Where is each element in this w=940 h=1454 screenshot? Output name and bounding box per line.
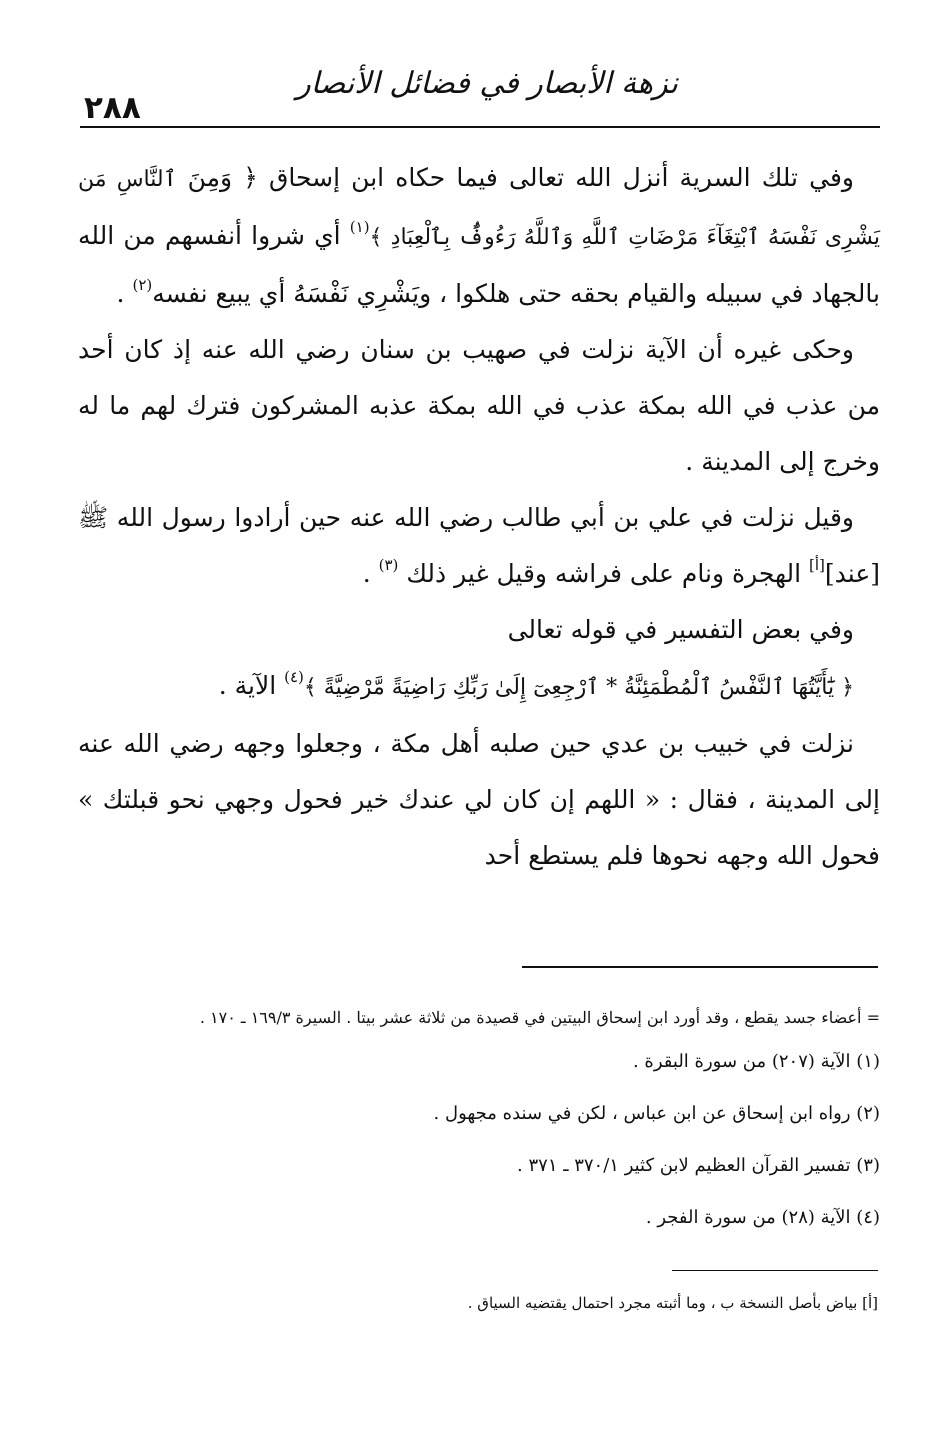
footnote-1: (١) الآية (٢٠٧) من سورة البقرة . (632, 1051, 880, 1072)
main-text (78, 150, 880, 884)
paragraph-2: وحكى غيره أن الآية نزلت في صهيب بن سنان رضي الله عنه إذ كان أحد من عذب في الله بمكة عذب في الله بمكة عذبه المشركون فترك لهم ما له وخرج إلى المدينة . (78, 335, 880, 476)
paragraph-1-end: . (116, 279, 133, 308)
editor-note-divider (672, 1270, 878, 1271)
footnote-2: (٢) رواه ابن إسحاق عن ابن عباس ، لكن في سنده مجهول . (433, 1103, 880, 1124)
footnote-ref-1[interactable]: (١) (349, 218, 370, 236)
footnote-ref-2[interactable]: (٢) (132, 276, 153, 294)
paragraph-1-line-1: وفي تلك السرية أنزل الله تعالى فيما حكاه ابن إسحاق ﴿ وَمِنَ (187, 163, 854, 192)
paragraph-3-line-2: الهجرة ونام على فراشه وقيل غير ذلك (398, 559, 810, 588)
footnote-ref-4[interactable]: (٤) (284, 668, 304, 686)
footnotes (78, 1000, 880, 1244)
paragraph-3 (78, 490, 880, 602)
editor-note-ref[interactable]: [أ] (809, 556, 825, 574)
paragraph-3-end: . (362, 559, 379, 588)
quran-verse-2: ﴿ يَٰٓأَيَّتُهَا ٱلنَّفْسُ ٱلْمُطْمَئِنَّةُ * ٱرْجِعِىٓ إِلَىٰ رَبِّكِ رَاضِيَةً مَّرْضِيَّةً ﴾ (303, 675, 854, 700)
paragraph-1-line-4: ويَشْرِي نَفْسَهُ أي يبيع نفسه (152, 279, 432, 308)
editor-note: [أ] بياض بأصل النسخة ب ، وما أثبته مجرد احتمال يقتضيه السياق . (467, 1294, 878, 1312)
footnote-4: (٤) الآية (٢٨) من سورة الفجر . (645, 1207, 880, 1228)
footnote-continuation: = أعضاء جسد يقطع ، وقد أورد ابن إسحاق البيتين في قصيدة من ثلاثة عشر بيتا . السيرة ١٦٩/٣ ـ ١٧٠ . (199, 1008, 880, 1027)
page-number: ٢٨٨ (84, 90, 141, 126)
page-header (78, 66, 878, 126)
header-divider (80, 126, 880, 128)
paragraph-5-end: الآية . (218, 671, 285, 700)
footnote-ref-3[interactable]: (٣) (378, 556, 399, 574)
paragraph-4: وفي بعض التفسير في قوله تعالى (507, 615, 854, 644)
running-title: نزهة الأبصار في فضائل الأنصار (296, 66, 678, 101)
paragraph-5 (78, 658, 880, 716)
editorial-insertion: [عند] (824, 559, 880, 588)
paragraph-3-line-1: وقيل نزلت في علي بن أبي طالب رضي الله عنه حين أرادوا رسول الله ﷺ (78, 503, 854, 532)
paragraph-1-line-3: أي شروا أنفسهم من الله بالجهاد في سبيله والقيام بحقه حتى هلكوا ، (78, 221, 880, 308)
paragraph-1 (78, 150, 880, 322)
quran-verse-1: ٱلنَّاسِ مَن يَشْرِى نَفْسَهُ ٱبْتِغَآءَ مَرْضَاتِ ٱللَّهِ وَٱللَّهُ رَءُوفٌۢ بِٱلْعِبَادِ ﴾ (78, 167, 880, 250)
paragraph-6: نزلت في خبيب بن عدي حين صلبه أهل مكة ، وجعلوا وجهه رضي الله عنه إلى المدينة ، فقال : « اللهم إن كان لي عندك خير فحول وجهي نحو قبلتك » فحول الله وجهه نحوها فلم يستطع أحد (78, 729, 880, 870)
footnote-divider (522, 966, 878, 968)
footnote-3: (٣) تفسير القرآن العظيم لابن كثير ٣٧٠/١ ـ ٣٧١ . (517, 1155, 880, 1176)
